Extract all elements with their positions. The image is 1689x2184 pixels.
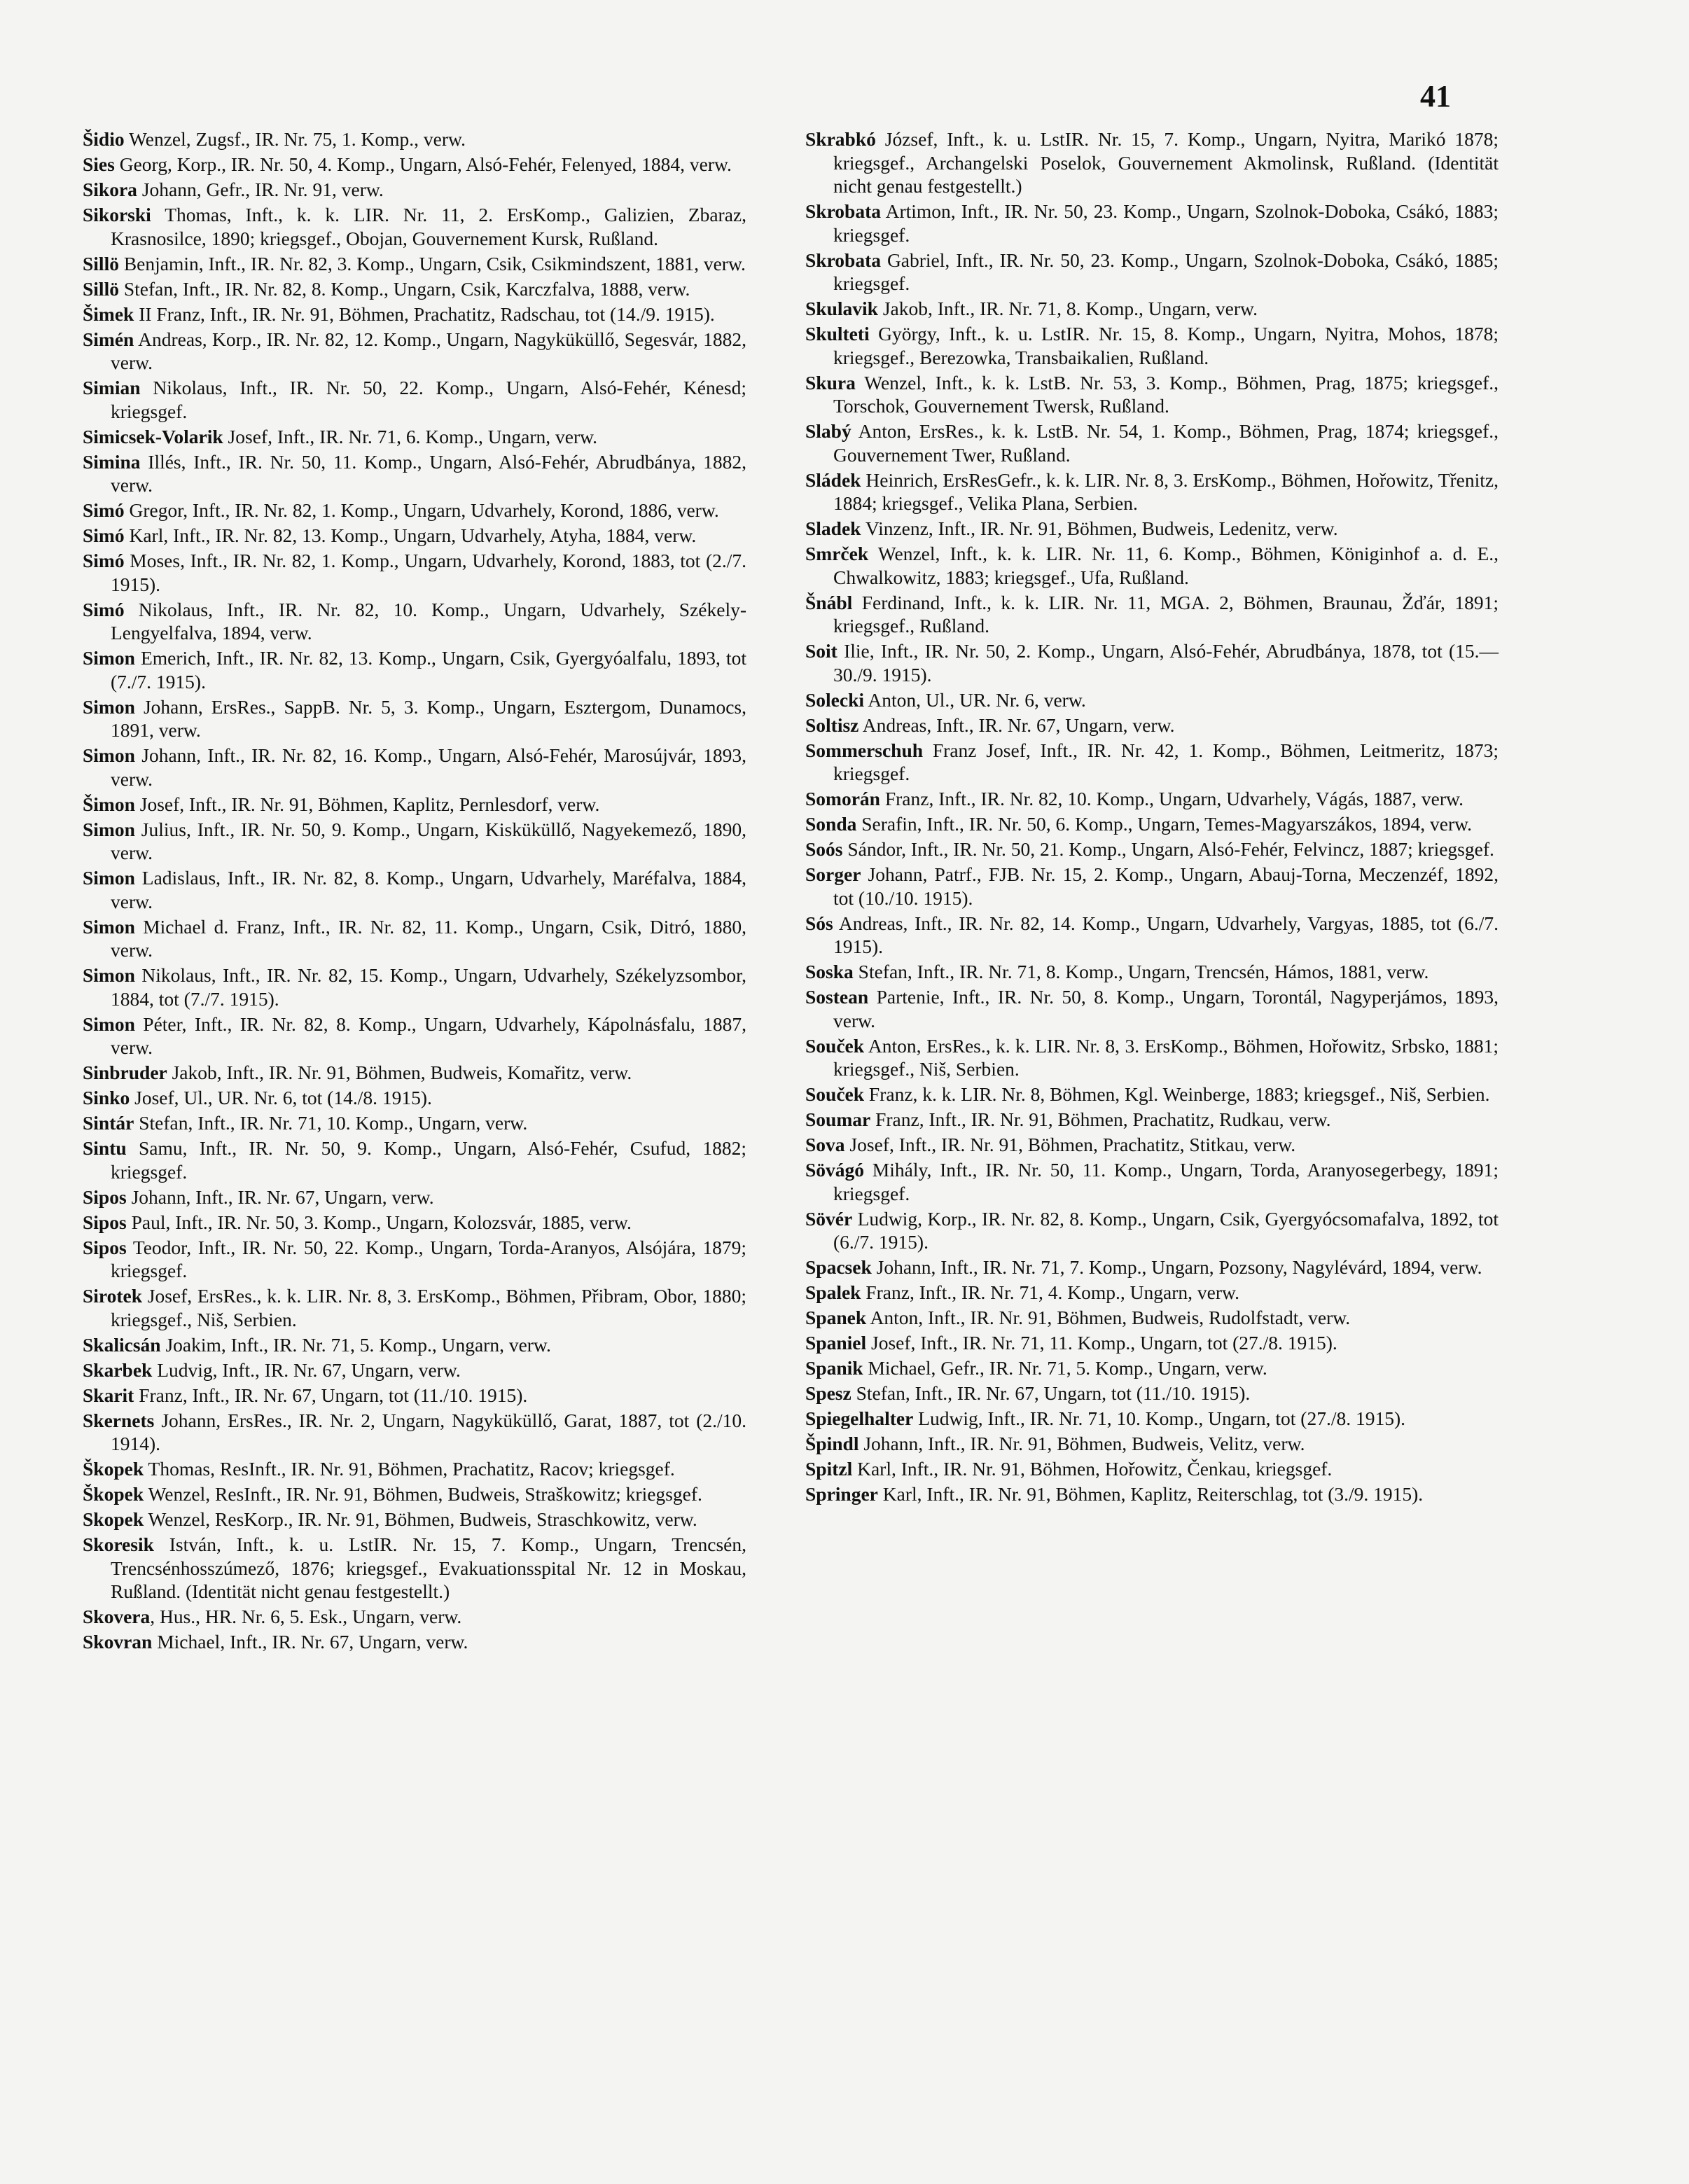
entry-surname: Souček bbox=[805, 1083, 865, 1105]
list-entry bbox=[83, 1136, 746, 1183]
entry-surname: Škopek bbox=[83, 1483, 144, 1505]
entry-surname: Simon bbox=[83, 915, 135, 938]
entry-details: Gregor, Inft., IR. Nr. 82, 1. Komp., Ungarn, Udvarhely, Korond, 1886, verw. bbox=[124, 499, 719, 521]
entry-surname: Somorán bbox=[805, 788, 880, 809]
entry-surname: Soska bbox=[805, 961, 854, 982]
entry-surname: Sirotek bbox=[83, 1285, 143, 1307]
list-entry bbox=[83, 1409, 746, 1456]
entry-details: Johann, Patrf., FJB. Nr. 15, 2. Komp., Ungarn, Abauj-Torna, Meczenzéf, 1892, tot (10./10. 1915). bbox=[833, 863, 1499, 909]
entry-details: Johann, ErsRes., SappB. Nr. 5, 3. Komp., Ungarn, Esztergom, Dunamocs, 1891, verw. bbox=[111, 695, 746, 741]
entry-details: Johann, Inft., IR. Nr. 67, Ungarn, verw. bbox=[126, 1185, 434, 1208]
entry-details: Anton, Ul., UR. Nr. 6, verw. bbox=[864, 688, 1086, 711]
entry-details: Stefan, Inft., IR. Nr. 67, Ungarn, tot (11./10. 1915). bbox=[851, 1382, 1251, 1404]
list-entry bbox=[83, 818, 746, 865]
list-entry bbox=[805, 1133, 1499, 1157]
entry-surname: Sinko bbox=[83, 1087, 130, 1108]
entry-surname: Sládek bbox=[805, 468, 861, 491]
entry-surname: Simicsek-Volarik bbox=[83, 425, 223, 447]
list-entry bbox=[805, 517, 1499, 541]
list-entry bbox=[83, 1086, 746, 1110]
list-entry bbox=[805, 837, 1499, 861]
entry-details: Thomas, ResInft., IR. Nr. 91, Böhmen, Prachatitz, Racov; kriegsgef. bbox=[144, 1458, 675, 1480]
entry-details: Artimon, Inft., IR. Nr. 50, 23. Komp., Ungarn, Szolnok-Doboka, Csákó, 1883; kriegsgef. bbox=[833, 200, 1499, 246]
list-entry bbox=[805, 739, 1499, 786]
entry-details: Heinrich, ErsResGefr., k. k. LIR. Nr. 8, 3. ErsKomp., Böhmen, Hořowitz, Třenitz, 1884; kriegsgef., Velika Plana, Serbien. bbox=[833, 468, 1499, 514]
entry-surname: Sorger bbox=[805, 863, 861, 885]
entry-details: Mihály, Inft., IR. Nr. 50, 11. Komp., Ungarn, Torda, Aranyosegerbegy, 1891; kriegsgef. bbox=[833, 1159, 1499, 1204]
list-entry bbox=[805, 419, 1499, 466]
entry-details: Michael d. Franz, Inft., IR. Nr. 82, 11. Komp., Ungarn, Csik, Ditró, 1880, verw. bbox=[111, 915, 746, 961]
list-entry bbox=[83, 1457, 746, 1481]
entry-surname: Skernets bbox=[83, 1409, 155, 1431]
entry-surname: Simina bbox=[83, 450, 141, 473]
entry-surname: Spaniel bbox=[805, 1332, 867, 1354]
entry-details: Samu, Inft., IR. Nr. 50, 9. Komp., Ungarn, Alsó-Fehér, Csufud, 1882; kriegsgef. bbox=[111, 1137, 746, 1183]
entry-details: Julius, Inft., IR. Nr. 50, 9. Komp., Ungarn, Kisküküllő, Nagyekemező, 1890, verw. bbox=[111, 818, 746, 863]
list-entry bbox=[83, 744, 746, 791]
entry-surname: Simon bbox=[83, 818, 135, 840]
entry-details: József, Inft., k. u. LstIR. Nr. 15, 7. Komp., Ungarn, Nyitra, Marikó 1878; kriegsgef., Archangelski Poselok, Gouvernement Akmolinsk, Rußland. (Identität nicht genau festgestellt.) bbox=[833, 128, 1499, 197]
list-entry bbox=[83, 866, 746, 913]
entry-details: Nikolaus, Inft., IR. Nr. 82, 10. Komp., Ungarn, Udvarhely, Székely-Lengyelfalva, 1894, verw. bbox=[111, 598, 746, 644]
list-entry bbox=[83, 1333, 746, 1357]
entry-surname: Sillö bbox=[83, 252, 119, 274]
list-entry bbox=[83, 178, 746, 202]
list-entry bbox=[805, 1083, 1499, 1106]
entry-surname: Solecki bbox=[805, 688, 865, 711]
entry-surname: Sova bbox=[805, 1134, 845, 1155]
list-entry bbox=[83, 328, 746, 375]
entry-surname: Spalek bbox=[805, 1281, 861, 1303]
entry-details: Josef, Ul., UR. Nr. 6, tot (14./8. 1915). bbox=[130, 1087, 432, 1108]
list-entry bbox=[83, 1284, 746, 1331]
list-entry bbox=[805, 1207, 1499, 1254]
entry-details: Thomas, Inft., k. k. LIR. Nr. 11, 2. ErsKomp., Galizien, Zbaraz, Krasnosilce, 1890; kriegsgef., Obojan, Gouvernement Kursk, Rußland. bbox=[111, 204, 746, 249]
list-entry bbox=[83, 1236, 746, 1283]
list-entry bbox=[805, 371, 1499, 418]
list-entry bbox=[805, 912, 1499, 959]
list-entry bbox=[805, 688, 1499, 712]
entry-details: István, Inft., k. u. LstIR. Nr. 15, 7. Komp., Ungarn, Trencsén, Trencsénhosszúmező, 1876; kriegsgef., Evakuationsspital Nr. 12 in Moskau, Rußland. (Identität nicht genau festgestellt.) bbox=[111, 1533, 746, 1602]
entry-surname: Skura bbox=[805, 371, 856, 394]
entry-details: Wenzel, ResInft., IR. Nr. 91, Böhmen, Budweis, Straškowitz; kriegsgef. bbox=[144, 1483, 702, 1505]
list-entry bbox=[805, 542, 1499, 589]
list-entry bbox=[805, 639, 1499, 686]
entry-surname: Soltisz bbox=[805, 714, 859, 736]
list-entry bbox=[83, 450, 746, 497]
entry-surname: Sövágó bbox=[805, 1159, 865, 1181]
entry-details: Wenzel, Inft., k. k. LstB. Nr. 53, 3. Komp., Böhmen, Prag, 1875; kriegsgef., Torschok, Gouvernement Twersk, Rußland. bbox=[833, 371, 1499, 417]
entry-surname: Skopek bbox=[83, 1508, 144, 1530]
list-entry bbox=[805, 591, 1499, 638]
entry-details: Gabriel, Inft., IR. Nr. 50, 23. Komp., Ungarn, Szolnok-Doboka, Csákó, 1885; kriegsgef. bbox=[833, 249, 1499, 294]
entry-surname: Šimek bbox=[83, 302, 134, 325]
entry-surname: Sipos bbox=[83, 1185, 127, 1208]
entry-surname: Škopek bbox=[83, 1458, 144, 1480]
entry-details: Josef, Inft., IR. Nr. 91, Böhmen, Kaplitz, Pernlesdorf, verw. bbox=[134, 793, 600, 815]
entry-surname: Špindl bbox=[805, 1433, 859, 1454]
entry-surname: Simian bbox=[83, 377, 141, 398]
entry-details: , Hus., HR. Nr. 6, 5. Esk., Ungarn, verw. bbox=[150, 1606, 462, 1627]
entry-details: Ludvig, Inft., IR. Nr. 67, Ungarn, verw. bbox=[152, 1358, 461, 1381]
list-entry bbox=[83, 127, 746, 151]
list-entry bbox=[805, 1256, 1499, 1279]
entry-details: Joakim, Inft., IR. Nr. 71, 5. Komp., Ungarn, verw. bbox=[160, 1333, 551, 1356]
list-entry bbox=[805, 1331, 1499, 1355]
list-entry bbox=[83, 915, 746, 962]
entry-details: Wenzel, Zugsf., IR. Nr. 75, 1. Komp., verw. bbox=[124, 128, 466, 150]
entry-surname: Spitzl bbox=[805, 1458, 853, 1480]
list-entry bbox=[805, 812, 1499, 836]
list-entry bbox=[805, 787, 1499, 811]
entry-details: Nikolaus, Inft., IR. Nr. 50, 22. Komp., Ungarn, Alsó-Fehér, Kénesd; kriegsgef. bbox=[111, 377, 746, 422]
entry-surname: Simon bbox=[83, 1013, 135, 1035]
list-entry bbox=[805, 1108, 1499, 1132]
entry-details: Johann, Inft., IR. Nr. 82, 16. Komp., Ungarn, Alsó-Fehér, Marosújvár, 1893, verw. bbox=[111, 744, 746, 790]
list-entry bbox=[805, 863, 1499, 910]
list-entry bbox=[83, 646, 746, 693]
entry-surname: Sommerschuh bbox=[805, 739, 924, 761]
entry-details: Johann, Inft., IR. Nr. 91, Böhmen, Budweis, Velitz, verw. bbox=[859, 1433, 1305, 1454]
list-entry bbox=[805, 322, 1499, 369]
entry-details: Ilie, Inft., IR. Nr. 50, 2. Komp., Ungarn, Alsó-Fehér, Abrudbánya, 1878, tot (15.—30./9. 1915). bbox=[833, 640, 1499, 686]
entry-details: Josef, ErsRes., k. k. LIR. Nr. 8, 3. ErsKomp., Böhmen, Přibram, Obor, 1880; kriegsgef., Niš, Serbien. bbox=[111, 1285, 746, 1330]
list-entry bbox=[805, 200, 1499, 246]
entry-surname: Souček bbox=[805, 1034, 865, 1057]
entry-details: Johann, ErsRes., IR. Nr. 2, Ungarn, Nagyküküllő, Garat, 1887, tot (2./10. 1914). bbox=[111, 1409, 746, 1454]
list-entry bbox=[805, 249, 1499, 295]
entry-details: Jakob, Inft., IR. Nr. 71, 8. Komp., Ungarn, verw. bbox=[877, 298, 1258, 319]
entry-details: Johann, Gefr., IR. Nr. 91, verw. bbox=[137, 179, 384, 200]
list-entry bbox=[805, 127, 1499, 198]
entry-surname: Simó bbox=[83, 524, 125, 546]
entry-details: Stefan, Inft., IR. Nr. 71, 10. Komp., Ungarn, verw. bbox=[134, 1112, 528, 1134]
entry-surname: Skulteti bbox=[805, 323, 870, 345]
list-entry bbox=[805, 468, 1499, 515]
entry-surname: Sinbruder bbox=[83, 1062, 167, 1083]
entry-details: Ladislaus, Inft., IR. Nr. 82, 8. Komp., Ungarn, Udvarhely, Maréfalva, 1884, verw. bbox=[111, 867, 746, 912]
entry-details: Franz, Inft., IR. Nr. 67, Ungarn, tot (11./10. 1915). bbox=[134, 1384, 528, 1406]
list-entry bbox=[805, 1432, 1499, 1456]
entry-surname: Sostean bbox=[805, 986, 869, 1008]
entry-surname: Skoresik bbox=[83, 1533, 154, 1555]
entry-surname: Sillö bbox=[83, 277, 119, 300]
entry-surname: Sikorski bbox=[83, 204, 151, 225]
entry-surname: Sintár bbox=[83, 1112, 134, 1134]
list-entry bbox=[83, 425, 746, 449]
entry-surname: Springer bbox=[805, 1483, 878, 1505]
entry-details: Anton, ErsRes., k. k. LstB. Nr. 54, 1. Komp., Böhmen, Prag, 1874; kriegsgef., Gouvernement Twer, Rußland. bbox=[833, 420, 1499, 466]
page-number: 41 bbox=[1420, 79, 1451, 113]
entry-surname: Soumar bbox=[805, 1108, 871, 1130]
list-entry bbox=[83, 549, 746, 596]
list-entry bbox=[805, 1158, 1499, 1205]
entry-surname: Spiegelhalter bbox=[805, 1407, 914, 1429]
entry-details: Franz, Inft., IR. Nr. 71, 4. Komp., Ungarn, verw. bbox=[861, 1281, 1239, 1303]
list-entry bbox=[805, 1482, 1499, 1506]
entry-details: Serafin, Inft., IR. Nr. 50, 6. Komp., Ungarn, Temes-Magyarszákos, 1894, verw. bbox=[856, 813, 1473, 835]
entry-surname: Sladek bbox=[805, 517, 861, 539]
list-entry bbox=[83, 1358, 746, 1382]
entry-details: Michael, Gefr., IR. Nr. 71, 5. Komp., Ungarn, verw. bbox=[863, 1357, 1267, 1379]
entry-surname: Skrabkó bbox=[805, 128, 876, 150]
list-entry bbox=[83, 153, 746, 176]
list-entry bbox=[83, 203, 746, 250]
list-entry bbox=[805, 1281, 1499, 1305]
entry-surname: Skrobata bbox=[805, 200, 881, 222]
list-entry bbox=[805, 714, 1499, 737]
list-entry bbox=[83, 1508, 746, 1531]
list-entry bbox=[83, 277, 746, 301]
list-entry bbox=[805, 985, 1499, 1032]
entry-surname: Spanek bbox=[805, 1307, 867, 1328]
list-entry bbox=[83, 252, 746, 276]
entry-surname: Simon bbox=[83, 964, 135, 986]
entry-details: Franz Josef, Inft., IR. Nr. 42, 1. Komp., Böhmen, Leitmeritz, 1873; kriegsgef. bbox=[833, 739, 1499, 784]
list-entry bbox=[83, 964, 746, 1010]
list-entry bbox=[805, 1382, 1499, 1405]
entry-details: Teodor, Inft., IR. Nr. 50, 22. Komp., Ungarn, Torda-Aranyos, Alsójára, 1879; kriegsgef. bbox=[111, 1236, 746, 1281]
entry-surname: Sikora bbox=[83, 179, 137, 200]
entry-details: Franz, Inft., IR. Nr. 91, Böhmen, Prachatitz, Rudkau, verw. bbox=[870, 1108, 1331, 1130]
entry-details: Moses, Inft., IR. Nr. 82, 1. Komp., Ungarn, Udvarhely, Korond, 1883, tot (2./7. 1915). bbox=[111, 550, 746, 595]
entry-details: Andreas, Inft., IR. Nr. 67, Ungarn, verw. bbox=[859, 714, 1175, 736]
entry-details: Paul, Inft., IR. Nr. 50, 3. Komp., Ungarn, Kolozsvár, 1885, verw. bbox=[126, 1211, 632, 1233]
list-entry bbox=[83, 1384, 746, 1407]
entry-details: György, Inft., k. u. LstIR. Nr. 15, 8. Komp., Ungarn, Nyitra, Mohos, 1878; kriegsgef., Berezowka, Transbaikalien, Rußland. bbox=[833, 323, 1499, 368]
entry-surname: Simon bbox=[83, 647, 135, 669]
entry-surname: Simon bbox=[83, 744, 135, 766]
entry-surname: Simén bbox=[83, 328, 134, 350]
list-entry bbox=[83, 1533, 746, 1604]
entry-details: Andreas, Korp., IR. Nr. 82, 12. Komp., Ungarn, Nagyküküllő, Segesvár, 1882, verw. bbox=[111, 328, 746, 373]
entry-surname: Sövér bbox=[805, 1207, 853, 1230]
list-entry bbox=[805, 1034, 1499, 1081]
entry-details: Péter, Inft., IR. Nr. 82, 8. Komp., Ungarn, Udvarhely, Kápolnásfalu, 1887, verw. bbox=[111, 1013, 746, 1058]
entry-surname: Skovran bbox=[83, 1631, 153, 1653]
list-entry bbox=[805, 960, 1499, 984]
entry-details: Ludwig, Inft., IR. Nr. 71, 10. Komp., Ungarn, tot (27./8. 1915). bbox=[913, 1407, 1406, 1429]
entry-surname: Sonda bbox=[805, 813, 857, 835]
list-entry bbox=[83, 1211, 746, 1234]
entry-details: Karl, Inft., IR. Nr. 91, Böhmen, Kaplitz, Reiterschlag, tot (3./9. 1915). bbox=[877, 1483, 1424, 1505]
entry-surname: Simó bbox=[83, 499, 125, 521]
entry-details: Jakob, Inft., IR. Nr. 91, Böhmen, Budweis, Komařitz, verw. bbox=[167, 1062, 632, 1083]
entry-details: Emerich, Inft., IR. Nr. 82, 13. Komp., Ungarn, Csik, Gyergyóalfalu, 1893, tot (7./7. 1915). bbox=[111, 647, 746, 693]
entry-surname: Sies bbox=[83, 153, 115, 175]
entry-surname: Spesz bbox=[805, 1382, 852, 1404]
entry-details: Illés, Inft., IR. Nr. 50, 11. Komp., Ungarn, Alsó-Fehér, Abrudbánya, 1882, verw. bbox=[111, 450, 746, 496]
list-entry bbox=[805, 1457, 1499, 1481]
entry-details: Josef, Inft., IR. Nr. 71, 11. Komp., Ungarn, tot (27./8. 1915). bbox=[866, 1332, 1337, 1354]
entry-surname: Simon bbox=[83, 867, 135, 889]
entry-details: Ferdinand, Inft., k. k. LIR. Nr. 11, MGA. 2, Böhmen, Braunau, Žďár, 1891; kriegsgef., Rußland. bbox=[833, 591, 1499, 637]
list-entry bbox=[805, 1306, 1499, 1330]
entry-details: Anton, ErsRes., k. k. LIR. Nr. 8, 3. ErsKomp., Böhmen, Hořowitz, Srbsko, 1881; kriegsgef., Niš, Serbien. bbox=[833, 1034, 1499, 1080]
entry-details: Johann, Inft., IR. Nr. 71, 7. Komp., Ungarn, Pozsony, Nagylévárd, 1894, verw. bbox=[871, 1256, 1482, 1278]
list-entry bbox=[805, 1356, 1499, 1380]
entry-surname: Spacsek bbox=[805, 1256, 872, 1278]
entry-surname: Šidio bbox=[83, 128, 125, 150]
entry-details: Karl, Inft., IR. Nr. 91, Böhmen, Hořowitz, Čenkau, kriegsgef. bbox=[852, 1458, 1333, 1480]
entry-details: II Franz, Inft., IR. Nr. 91, Böhmen, Prachatitz, Radschau, tot (14./9. 1915). bbox=[134, 302, 715, 325]
list-entry bbox=[83, 499, 746, 522]
list-entry bbox=[83, 598, 746, 645]
entry-surname: Sós bbox=[805, 912, 833, 934]
entry-surname: Skalicsán bbox=[83, 1333, 161, 1356]
list-entry bbox=[805, 297, 1499, 321]
entry-surname: Sipos bbox=[83, 1211, 127, 1233]
entry-surname: Soit bbox=[805, 640, 837, 662]
list-entry bbox=[83, 1111, 746, 1135]
entry-surname: Soós bbox=[805, 838, 843, 860]
entry-surname: Skulavik bbox=[805, 298, 878, 319]
list-entry bbox=[83, 1013, 746, 1059]
left-column bbox=[83, 127, 746, 1655]
entry-surname: Sipos bbox=[83, 1236, 127, 1258]
list-entry bbox=[83, 1630, 746, 1654]
list-entry bbox=[83, 1482, 746, 1506]
list-entry bbox=[83, 793, 746, 816]
entry-surname: Sintu bbox=[83, 1137, 127, 1159]
entry-details: Andreas, Inft., IR. Nr. 82, 14. Komp., Ungarn, Udvarhely, Vargyas, 1885, tot (6./7. 1915). bbox=[833, 912, 1499, 957]
entry-surname: Spanik bbox=[805, 1357, 863, 1379]
entry-surname: Simó bbox=[83, 598, 125, 620]
entry-details: Stefan, Inft., IR. Nr. 82, 8. Komp., Ungarn, Csik, Karczfalva, 1888, verw. bbox=[118, 277, 690, 300]
entry-surname: Šnábl bbox=[805, 591, 853, 613]
list-entry bbox=[83, 695, 746, 742]
right-column bbox=[805, 127, 1499, 1508]
entry-surname: Skarbek bbox=[83, 1358, 153, 1381]
entry-surname: Skrobata bbox=[805, 249, 881, 271]
entry-details: Franz, Inft., IR. Nr. 82, 10. Komp., Ungarn, Udvarhely, Vágás, 1887, verw. bbox=[880, 788, 1464, 809]
entry-surname: Simon bbox=[83, 695, 135, 718]
list-entry bbox=[83, 524, 746, 548]
entry-details: Anton, Inft., IR. Nr. 91, Böhmen, Budweis, Rudolfstadt, verw. bbox=[866, 1307, 1351, 1328]
entry-details: Ludwig, Korp., IR. Nr. 82, 8. Komp., Ungarn, Csik, Gyergyócsomafalva, 1892, tot (6./7. 1915). bbox=[833, 1207, 1499, 1253]
entry-details: Wenzel, Inft., k. k. LIR. Nr. 11, 6. Komp., Böhmen, Königinhof a. d. E., Chwalkowitz, 1883; kriegsgef., Ufa, Rußland. bbox=[833, 543, 1499, 588]
list-entry bbox=[83, 376, 746, 423]
list-entry bbox=[83, 1061, 746, 1085]
entry-details: Vinzenz, Inft., IR. Nr. 91, Böhmen, Budweis, Ledenitz, verw. bbox=[861, 517, 1338, 539]
entry-details: Wenzel, ResKorp., IR. Nr. 91, Böhmen, Budweis, Straschkowitz, verw. bbox=[144, 1508, 697, 1530]
entry-details: Josef, Inft., IR. Nr. 91, Böhmen, Prachatitz, Stitkau, verw. bbox=[844, 1134, 1296, 1155]
list-entry bbox=[805, 1407, 1499, 1431]
entry-surname: Simó bbox=[83, 550, 125, 571]
list-entry bbox=[83, 1605, 746, 1629]
entry-details: Josef, Inft., IR. Nr. 71, 6. Komp., Ungarn, verw. bbox=[223, 425, 598, 447]
list-entry bbox=[83, 1185, 746, 1209]
entry-surname: Skarit bbox=[83, 1384, 134, 1406]
entry-details: Sándor, Inft., IR. Nr. 50, 21. Komp., Ungarn, Alsó-Fehér, Felvincz, 1887; kriegsgef. bbox=[842, 838, 1494, 860]
entry-details: Karl, Inft., IR. Nr. 82, 13. Komp., Ungarn, Udvarhely, Atyha, 1884, verw. bbox=[124, 524, 697, 546]
entry-surname: Šimon bbox=[83, 793, 135, 815]
entry-surname: Slabý bbox=[805, 420, 852, 442]
list-entry bbox=[83, 302, 746, 326]
entry-surname: Skovera bbox=[83, 1606, 151, 1627]
entry-details: Franz, k. k. LIR. Nr. 8, Böhmen, Kgl. Weinberge, 1883; kriegsgef., Niš, Serbien. bbox=[864, 1083, 1490, 1105]
entry-details: Nikolaus, Inft., IR. Nr. 82, 15. Komp., Ungarn, Udvarhely, Székelyzsombor, 1884, tot (7./7. 1915). bbox=[111, 964, 746, 1010]
entry-details: Georg, Korp., IR. Nr. 50, 4. Komp., Ungarn, Alsó-Fehér, Felenyed, 1884, verw. bbox=[114, 153, 732, 175]
entry-details: Partenie, Inft., IR. Nr. 50, 8. Komp., Ungarn, Torontál, Nagyperjámos, 1893, verw. bbox=[833, 986, 1499, 1031]
entry-surname: Smrček bbox=[805, 543, 869, 564]
entry-details: Benjamin, Inft., IR. Nr. 82, 3. Komp., Ungarn, Csik, Csikmindszent, 1881, verw. bbox=[118, 252, 746, 274]
entry-details: Michael, Inft., IR. Nr. 67, Ungarn, verw. bbox=[152, 1631, 468, 1653]
entry-details: Stefan, Inft., IR. Nr. 71, 8. Komp., Ungarn, Trencsén, Hámos, 1881, verw. bbox=[853, 961, 1429, 982]
